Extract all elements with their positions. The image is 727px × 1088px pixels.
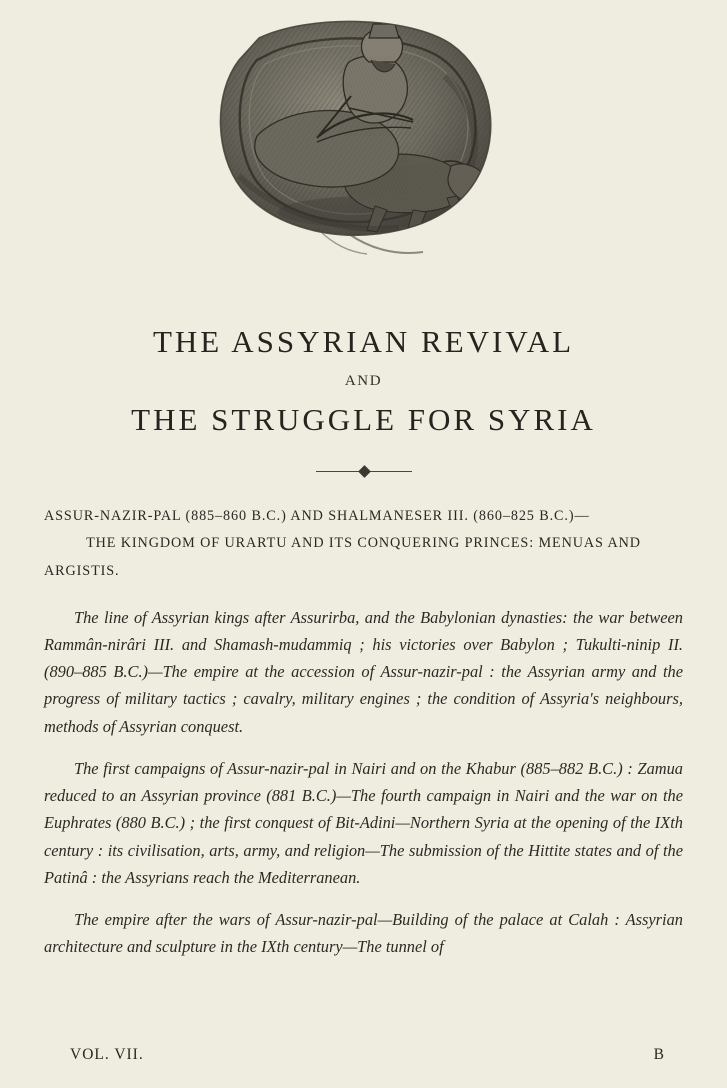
chapter-synopsis [44,604,683,961]
assyrian-relief-engraving [199,16,529,284]
subheading-line-3: ARGISTIS. [44,563,120,580]
ornament-diamond [358,465,371,478]
synopsis-paragraph: The empire after the wars of Assur-nazir-pal—Building of the palace at Calah : Assyrian architecture and sculpture in the IXth century—The tunnel of [44,910,683,957]
chapter-subheading [44,503,683,586]
chapter-title-block [44,324,683,438]
page-title-line2: THE STRUGGLE FOR SYRIA [131,401,596,437]
signature-mark: B [653,1046,665,1063]
volume-label: VOL. VII. [70,1046,144,1063]
ornament-rule-icon [316,466,412,477]
subheading-line-1: ASSUR-NAZIR-PAL (885–860 B.C.) AND SHALMANESER III. (860–825 B.C.)— [44,507,590,524]
illustration-area [44,0,683,292]
page-title-line1: THE ASSYRIAN REVIVAL [152,324,575,359]
page-title-conjunction: AND [344,372,383,389]
synopsis-paragraph: The first campaigns of Assur-nazir-pal in Nairi and on the Khabur (885–882 B.C.) : Zamua reduced to an Assyrian province (881 B.C.)—The fourth campaign in Nairi and the war on the Euphrates (880 B.C.) ; the first conquest of Bit-Adini—Northern Syria at the opening of the IXth century : its civilisation, arts, army, and religion—The submission of the Hittite states and of the Patinâ : the Assyrians reach the Mediterranean. [44,758,683,887]
synopsis-paragraph: The line of Assyrian kings after Assurirba, and the Babylonian dynasties: the war between Rammân-nirâri III. and Shamash-mudammiq ; his victories over Babylon ; Tukulti-ninip II. (890–885 B.C.)—The empire at the accession of Assur-nazir-pal : the Assyrian army and the progress of military tactics ; cavalry, military engines ; the condition of Assyria's neighbours, methods of Assyrian conquest. [44,607,683,736]
page-footer [44,1046,683,1064]
subheading-line-2: THE KINGDOM OF URARTU AND ITS CONQUERING PRINCES: MENUAS AND [86,535,641,552]
